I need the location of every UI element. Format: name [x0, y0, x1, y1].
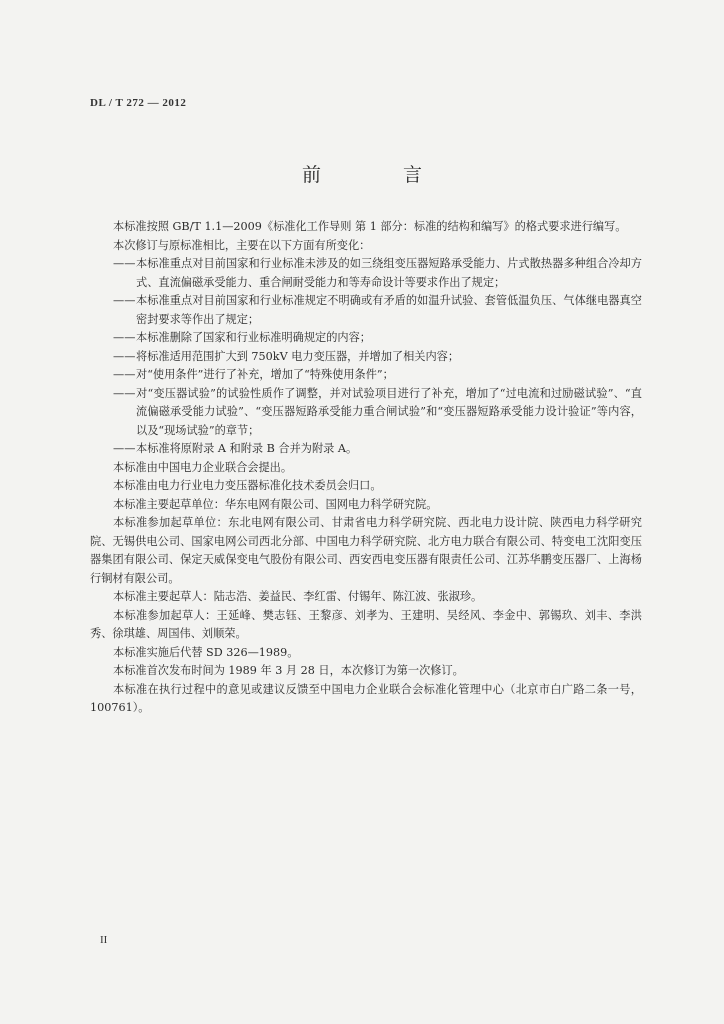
dash-mark: —— — [113, 386, 136, 400]
changes-intro-paragraph: 本次修订与原标准相比，主要在以下方面有所变化： — [113, 238, 371, 252]
change-item — [90, 255, 642, 292]
feedback-paragraph: 本标准在执行过程中的意见或建议反馈至中国电力企业联合会标准化管理中心（北京市白广路二条一号，100761）。 — [90, 682, 642, 714]
dash-mark: —— — [113, 331, 136, 344]
dash-mark: —— — [113, 442, 136, 455]
release-history-paragraph: 本标准首次发布时间为 1989 年 3 月 28 日，本次修订为第一次修订。 — [113, 664, 464, 677]
page-number: II — [100, 934, 108, 946]
document-code: DL / T 272 — 2012 — [90, 97, 187, 109]
main-drafters: 本标准主要起草人：陆志浩、姜益民、李红雷、付锡年、陈江波、张淑珍。 — [113, 590, 483, 603]
proposer-paragraph: 本标准由中国电力企业联合会提出。 — [113, 460, 293, 474]
change-item — [90, 329, 642, 348]
change-item-text: 对“变压器试验”的试验性质作了调整，并对试验项目进行了补充，增加了“过电流和过励磁试验”、“直流偏磁承受能力试验”、“变压器短路承受能力重合闸试验”和“变压器短路承受能力设计验证”等内容，以及“现场试验”的章节； — [136, 386, 642, 437]
change-item-text: 本标准重点对目前国家和行业标准未涉及的如三绕组变压器短路承受能力、片式散热器多种组合冷却方式、直流偏磁承受能力、重合闸耐受能力和等寿命设计等要求作出了规定； — [136, 257, 642, 289]
change-item — [90, 348, 642, 367]
change-item-text: 本标准删除了国家和行业标准明确规定的内容； — [136, 331, 371, 344]
replacement-paragraph: 本标准实施后代替 SD 326—1989。 — [113, 645, 299, 659]
change-item — [90, 366, 642, 385]
change-item-text: 本标准将原附录 A 和附录 B 合并为附录 A。 — [136, 442, 358, 455]
change-item-text: 本标准重点对目前国家和行业标准规定不明确或有矛盾的如温升试验、套管低温负压、气体继电器真空密封要求等作出了规定； — [136, 294, 642, 326]
dash-mark: —— — [113, 294, 136, 307]
dash-mark: —— — [113, 368, 136, 381]
participating-drafting-units: 本标准参加起草单位：东北电网有限公司、甘肃省电力科学研究院、西北电力设计院、陕西电力科学研究院、无锡供电公司、国家电网公司西北分部、中国电力科学研究院、北方电力联合有限公司、特变电工沈阳变压器集团有限公司、保定天威保变电气股份有限公司、西安西电变压器有限责任公司、江苏华鹏变压器厂、上海杨行铜材有限公司。 — [90, 516, 642, 585]
dash-mark: —— — [113, 349, 136, 363]
change-item-text: 对“使用条件”进行了补充，增加了“特殊使用条件”； — [136, 368, 394, 381]
page-title: 前 言 — [301, 164, 461, 186]
document-body — [90, 218, 642, 718]
change-item-text: 将标准适用范围扩大到 750kV 电力变压器，并增加了相关内容； — [136, 349, 460, 363]
change-item — [90, 292, 642, 329]
change-item — [90, 385, 642, 441]
committee-paragraph: 本标准由电力行业电力变压器标准化技术委员会归口。 — [113, 479, 382, 492]
change-item — [90, 440, 642, 459]
participating-drafters: 本标准参加起草人：王延峰、樊志钰、王黎彦、刘孝为、王建明、吴经风、李金中、郭锡玖、刘丰、李洪秀、徐琪雄、周国伟、刘顺荣。 — [90, 608, 642, 640]
intro-paragraph: 本标准按照 GB/T 1.1—2009《标准化工作导则 第 1 部分：标准的结构和编写》的格式要求进行编写。 — [113, 220, 627, 233]
main-drafting-units: 本标准主要起草单位：华东电网有限公司、国网电力科学研究院。 — [113, 497, 438, 511]
dash-mark: —— — [113, 257, 136, 270]
